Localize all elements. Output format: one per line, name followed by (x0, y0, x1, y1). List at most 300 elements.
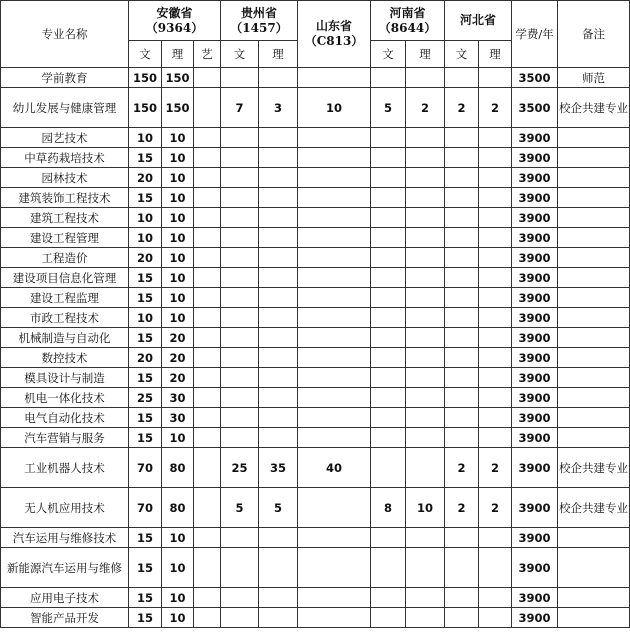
note-cell (558, 208, 630, 228)
anhui-li-cell: 10 (162, 208, 194, 228)
hebei-wen-cell (445, 128, 479, 148)
anhui-li-cell: 10 (162, 228, 194, 248)
shandong-cell (298, 428, 371, 448)
anhui-wen-cell: 25 (129, 388, 162, 408)
note-cell: 校企共建专业 (558, 488, 630, 528)
guizhou-wen-cell (221, 548, 259, 588)
anhui-yi-cell (194, 168, 221, 188)
hebei-wen-cell: 2 (445, 88, 479, 128)
shandong-cell (298, 528, 371, 548)
note-cell (558, 188, 630, 208)
hebei-wen-cell (445, 208, 479, 228)
table-row (1, 548, 630, 588)
anhui-yi-cell (194, 148, 221, 168)
table-row (1, 368, 630, 388)
henan-wen-cell: 8 (371, 488, 406, 528)
anhui-wen-cell: 15 (129, 548, 162, 588)
anhui-li-cell: 10 (162, 548, 194, 588)
guizhou-li-cell (259, 168, 298, 188)
guizhou-wen-cell (221, 388, 259, 408)
anhui-wen-cell: 150 (129, 68, 162, 88)
note-cell (558, 408, 630, 428)
guizhou-wen-cell (221, 288, 259, 308)
henan-wen-cell (371, 428, 406, 448)
henan-wen-cell (371, 128, 406, 148)
guizhou-li-cell (259, 588, 298, 608)
shandong-cell (298, 288, 371, 308)
anhui-wen-cell: 15 (129, 288, 162, 308)
hebei-wen-cell (445, 408, 479, 428)
fee-cell: 3900 (512, 548, 558, 588)
hebei-li-cell (479, 68, 512, 88)
anhui-wen-cell: 15 (129, 428, 162, 448)
henan-li-cell: 2 (406, 88, 445, 128)
major-name-cell: 建筑装饰工程技术 (1, 188, 129, 208)
anhui-yi-cell (194, 368, 221, 388)
henan-li-cell (406, 448, 445, 488)
anhui-wen-cell: 20 (129, 348, 162, 368)
anhui-yi-cell (194, 268, 221, 288)
fee-cell: 3900 (512, 368, 558, 388)
guizhou-li-cell (259, 308, 298, 328)
province-header-henan (371, 1, 445, 41)
major-name-cell: 无人机应用技术 (1, 488, 129, 528)
anhui-wen-cell: 20 (129, 168, 162, 188)
fee-cell: 3900 (512, 608, 558, 628)
anhui-li-cell: 30 (162, 408, 194, 428)
table-row (1, 188, 630, 208)
henan-wen-cell (371, 188, 406, 208)
anhui-yi-cell (194, 188, 221, 208)
guizhou-wen-cell (221, 348, 259, 368)
anhui-li-cell: 20 (162, 328, 194, 348)
shandong-cell (298, 308, 371, 328)
fee-cell: 3900 (512, 348, 558, 368)
fee-cell: 3900 (512, 248, 558, 268)
anhui-li-cell: 10 (162, 128, 194, 148)
guizhou-wen-cell (221, 308, 259, 328)
anhui-wen-cell: 15 (129, 588, 162, 608)
guizhou-wen-cell (221, 228, 259, 248)
table-row (1, 248, 630, 268)
guizhou-wen-cell (221, 328, 259, 348)
anhui-wen-cell: 15 (129, 368, 162, 388)
hebei-li-cell (479, 608, 512, 628)
major-name-cell: 市政工程技术 (1, 308, 129, 328)
guizhou-wen-cell (221, 188, 259, 208)
anhui-yi-cell (194, 288, 221, 308)
anhui-li-cell: 80 (162, 488, 194, 528)
anhui-li-cell: 10 (162, 588, 194, 608)
major-name-cell: 园林技术 (1, 168, 129, 188)
major-name-cell: 数控技术 (1, 348, 129, 368)
henan-wen-cell (371, 288, 406, 308)
fee-cell: 3900 (512, 328, 558, 348)
guizhou-wen-cell: 25 (221, 448, 259, 488)
guizhou-wen-cell (221, 248, 259, 268)
henan-wen-header: 文 (371, 41, 406, 68)
hebei-li-cell (479, 588, 512, 608)
note-cell (558, 248, 630, 268)
province-code: （1457） (230, 20, 288, 35)
anhui-li-cell: 150 (162, 68, 194, 88)
anhui-li-cell: 20 (162, 368, 194, 388)
table-row (1, 388, 630, 408)
hebei-li-cell (479, 248, 512, 268)
hebei-wen-cell (445, 248, 479, 268)
hebei-wen-cell (445, 388, 479, 408)
guizhou-li-cell (259, 248, 298, 268)
hebei-wen-cell (445, 348, 479, 368)
table-row (1, 428, 630, 448)
major-name-cell: 新能源汽车运用与维修 (1, 548, 129, 588)
guizhou-li-cell (259, 68, 298, 88)
table-row (1, 328, 630, 348)
henan-wen-cell (371, 448, 406, 488)
major-name-cell: 电气自动化技术 (1, 408, 129, 428)
henan-li-cell: 10 (406, 488, 445, 528)
shandong-cell (298, 68, 371, 88)
anhui-yi-cell (194, 448, 221, 488)
guizhou-li-cell (259, 348, 298, 368)
anhui-wen-cell: 70 (129, 488, 162, 528)
major-name-cell: 汽车营销与服务 (1, 428, 129, 448)
henan-li-cell (406, 268, 445, 288)
major-name-cell: 机电一体化技术 (1, 388, 129, 408)
guizhou-wen-cell (221, 268, 259, 288)
table-body (1, 68, 630, 628)
guizhou-li-cell: 3 (259, 88, 298, 128)
note-cell (558, 288, 630, 308)
guizhou-li-cell (259, 228, 298, 248)
table-row (1, 348, 630, 368)
province-name: 山东省 (315, 19, 352, 33)
table-row (1, 68, 630, 88)
major-name-cell: 建设工程管理 (1, 228, 129, 248)
table-row (1, 528, 630, 548)
henan-wen-cell (371, 308, 406, 328)
major-name-cell: 工业机器人技术 (1, 448, 129, 488)
table-row (1, 588, 630, 608)
anhui-wen-cell: 15 (129, 528, 162, 548)
guizhou-wen-cell (221, 128, 259, 148)
hebei-li-cell (479, 348, 512, 368)
note-cell (558, 308, 630, 328)
anhui-li-cell: 10 (162, 528, 194, 548)
hebei-wen-cell (445, 288, 479, 308)
henan-li-cell (406, 608, 445, 628)
table-row (1, 448, 630, 488)
hebei-wen-cell (445, 528, 479, 548)
guizhou-li-cell (259, 428, 298, 448)
henan-wen-cell: 5 (371, 88, 406, 128)
guizhou-wen-cell (221, 208, 259, 228)
anhui-yi-cell (194, 388, 221, 408)
note-cell (558, 548, 630, 588)
note-cell (558, 268, 630, 288)
henan-li-cell (406, 228, 445, 248)
henan-wen-cell (371, 588, 406, 608)
anhui-wen-cell: 15 (129, 148, 162, 168)
note-cell (558, 148, 630, 168)
henan-li-cell (406, 548, 445, 588)
province-code: （C813） (304, 34, 364, 48)
anhui-yi-cell (194, 88, 221, 128)
guizhou-li-cell: 35 (259, 448, 298, 488)
henan-li-cell (406, 248, 445, 268)
henan-li-cell (406, 148, 445, 168)
shandong-cell (298, 248, 371, 268)
hebei-wen-cell (445, 188, 479, 208)
henan-wen-cell (371, 168, 406, 188)
fee-cell: 3900 (512, 268, 558, 288)
guizhou-li-header: 理 (259, 41, 298, 68)
hebei-li-cell (479, 368, 512, 388)
note-cell (558, 368, 630, 388)
henan-li-cell (406, 308, 445, 328)
province-header-guizhou (221, 1, 298, 41)
anhui-li-cell: 10 (162, 188, 194, 208)
anhui-wen-cell: 10 (129, 308, 162, 328)
hebei-li-cell: 2 (479, 448, 512, 488)
hebei-li-cell (479, 528, 512, 548)
shandong-cell (298, 188, 371, 208)
province-code: （8644） (378, 20, 437, 35)
table-row (1, 228, 630, 248)
major-name-cell: 建筑工程技术 (1, 208, 129, 228)
anhui-li-cell: 10 (162, 288, 194, 308)
fee-cell: 3900 (512, 288, 558, 308)
henan-li-cell (406, 388, 445, 408)
guizhou-wen-cell (221, 68, 259, 88)
guizhou-li-cell (259, 368, 298, 388)
hebei-li-cell: 2 (479, 488, 512, 528)
guizhou-li-cell (259, 388, 298, 408)
guizhou-li-cell (259, 328, 298, 348)
table-row (1, 168, 630, 188)
hebei-wen-cell (445, 228, 479, 248)
note-cell (558, 128, 630, 148)
major-name-cell: 智能产品开发 (1, 608, 129, 628)
fee-cell: 3900 (512, 488, 558, 528)
fee-cell: 3900 (512, 448, 558, 488)
guizhou-wen-header: 文 (221, 41, 259, 68)
guizhou-wen-cell (221, 528, 259, 548)
hebei-li-cell (479, 428, 512, 448)
henan-wen-cell (371, 268, 406, 288)
fee-cell: 3900 (512, 428, 558, 448)
henan-li-cell (406, 328, 445, 348)
province-header-hebei (445, 1, 512, 41)
anhui-wen-header: 文 (129, 41, 162, 68)
henan-li-cell (406, 428, 445, 448)
anhui-li-cell: 30 (162, 388, 194, 408)
fee-cell: 3900 (512, 128, 558, 148)
henan-li-cell (406, 68, 445, 88)
shandong-cell (298, 208, 371, 228)
note-cell (558, 348, 630, 368)
note-cell (558, 588, 630, 608)
anhui-yi-cell (194, 528, 221, 548)
guizhou-wen-cell (221, 368, 259, 388)
hebei-wen-header: 文 (445, 41, 479, 68)
note-cell: 校企共建专业 (558, 448, 630, 488)
henan-li-cell (406, 528, 445, 548)
hebei-wen-cell (445, 428, 479, 448)
fee-cell: 3900 (512, 588, 558, 608)
note-cell (558, 608, 630, 628)
guizhou-li-cell (259, 528, 298, 548)
hebei-li-cell (479, 188, 512, 208)
major-name-cell: 模具设计与制造 (1, 368, 129, 388)
guizhou-wen-cell (221, 588, 259, 608)
guizhou-wen-cell (221, 148, 259, 168)
shandong-cell (298, 228, 371, 248)
hebei-li-cell (479, 308, 512, 328)
table-row (1, 148, 630, 168)
henan-wen-cell (371, 348, 406, 368)
hebei-wen-cell (445, 308, 479, 328)
henan-wen-cell (371, 208, 406, 228)
anhui-yi-cell (194, 328, 221, 348)
shandong-cell (298, 328, 371, 348)
anhui-li-cell: 10 (162, 148, 194, 168)
anhui-wen-cell: 70 (129, 448, 162, 488)
anhui-li-cell: 20 (162, 348, 194, 368)
hebei-wen-cell (445, 268, 479, 288)
guizhou-li-cell (259, 608, 298, 628)
hebei-li-cell (479, 208, 512, 228)
hebei-li-cell (479, 228, 512, 248)
anhui-yi-cell (194, 348, 221, 368)
shandong-cell: 40 (298, 448, 371, 488)
henan-li-cell (406, 288, 445, 308)
hebei-li-cell (479, 168, 512, 188)
province-header-shandong (298, 1, 371, 68)
anhui-li-cell: 150 (162, 88, 194, 128)
guizhou-li-cell (259, 208, 298, 228)
guizhou-li-cell (259, 548, 298, 588)
guizhou-li-cell (259, 288, 298, 308)
fee-cell: 3900 (512, 308, 558, 328)
anhui-li-cell: 10 (162, 428, 194, 448)
shandong-cell (298, 548, 371, 588)
hebei-li-cell: 2 (479, 88, 512, 128)
guizhou-li-cell (259, 188, 298, 208)
major-name-cell: 园艺技术 (1, 128, 129, 148)
anhui-li-cell: 10 (162, 248, 194, 268)
fee-cell: 3900 (512, 388, 558, 408)
henan-wen-cell (371, 228, 406, 248)
shandong-cell (298, 368, 371, 388)
anhui-li-cell: 10 (162, 608, 194, 628)
shandong-cell (298, 128, 371, 148)
fee-cell: 3900 (512, 188, 558, 208)
fee-cell: 3900 (512, 408, 558, 428)
anhui-wen-cell: 15 (129, 328, 162, 348)
anhui-yi-cell (194, 248, 221, 268)
note-cell (558, 168, 630, 188)
fee-cell: 3900 (512, 208, 558, 228)
fee-cell: 3500 (512, 88, 558, 128)
anhui-wen-cell: 15 (129, 268, 162, 288)
hebei-li-cell (479, 548, 512, 588)
province-header-anhui (129, 1, 221, 41)
anhui-li-header: 理 (162, 41, 194, 68)
major-name-cell: 汽车运用与维修技术 (1, 528, 129, 548)
anhui-wen-cell: 15 (129, 608, 162, 628)
hebei-wen-cell (445, 608, 479, 628)
hebei-wen-cell: 2 (445, 488, 479, 528)
table-row (1, 608, 630, 628)
province-name: 河南省 (389, 5, 426, 20)
hebei-wen-cell (445, 368, 479, 388)
province-name: 贵州省 (240, 5, 277, 20)
anhui-wen-cell: 10 (129, 128, 162, 148)
shandong-cell (298, 608, 371, 628)
hebei-wen-cell (445, 148, 479, 168)
shandong-cell (298, 388, 371, 408)
henan-wen-cell (371, 528, 406, 548)
henan-wen-cell (371, 68, 406, 88)
henan-wen-cell (371, 388, 406, 408)
anhui-yi-cell (194, 228, 221, 248)
shandong-cell: 10 (298, 88, 371, 128)
fee-cell: 3900 (512, 148, 558, 168)
anhui-yi-cell (194, 608, 221, 628)
fee-cell: 3900 (512, 168, 558, 188)
hebei-li-cell (479, 148, 512, 168)
anhui-wen-cell: 10 (129, 228, 162, 248)
major-name-cell: 中草药栽培技术 (1, 148, 129, 168)
note-cell (558, 328, 630, 348)
shandong-cell (298, 268, 371, 288)
henan-wen-cell (371, 148, 406, 168)
note-cell: 校企共建专业 (558, 88, 630, 128)
guizhou-li-cell (259, 408, 298, 428)
fee-header: 学费/年 (512, 1, 558, 68)
anhui-wen-cell: 15 (129, 188, 162, 208)
major-name-cell: 机械制造与自动化 (1, 328, 129, 348)
province-code: （9364） (145, 20, 204, 35)
henan-wen-cell (371, 408, 406, 428)
hebei-wen-cell (445, 68, 479, 88)
shandong-cell (298, 348, 371, 368)
major-name-cell: 应用电子技术 (1, 588, 129, 608)
table-row (1, 88, 630, 128)
major-name-cell: 建设项目信息化管理 (1, 268, 129, 288)
henan-li-header: 理 (406, 41, 445, 68)
major-name-cell: 建设工程监理 (1, 288, 129, 308)
henan-wen-cell (371, 548, 406, 588)
henan-li-cell (406, 208, 445, 228)
henan-li-cell (406, 188, 445, 208)
anhui-yi-cell (194, 588, 221, 608)
fee-cell: 3900 (512, 528, 558, 548)
henan-li-cell (406, 348, 445, 368)
guizhou-wen-cell (221, 428, 259, 448)
note-header: 备注 (558, 1, 630, 68)
table-row (1, 488, 630, 528)
henan-wen-cell (371, 328, 406, 348)
major-name-header: 专业名称 (1, 1, 129, 68)
anhui-li-cell: 10 (162, 308, 194, 328)
table-row (1, 308, 630, 328)
henan-wen-cell (371, 608, 406, 628)
note-cell (558, 528, 630, 548)
anhui-yi-cell (194, 208, 221, 228)
shandong-cell (298, 148, 371, 168)
